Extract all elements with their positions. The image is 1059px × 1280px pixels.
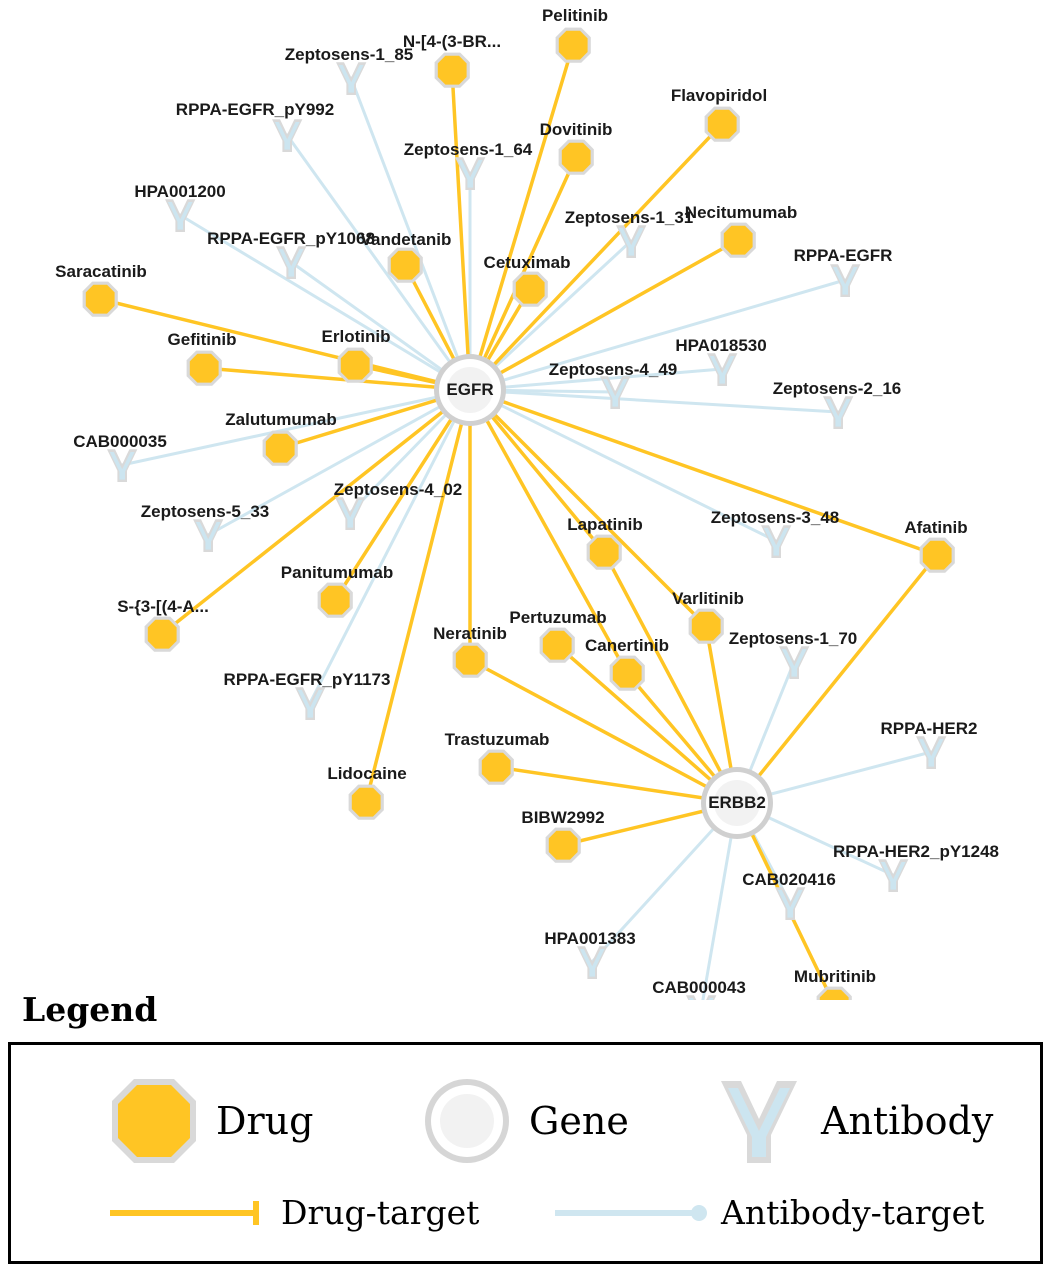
antibody-node[interactable] [616,225,646,258]
drug-label: Gefitinib [167,330,237,349]
legend-item-drug-target [106,1193,479,1232]
drug-label: Afatinib [904,518,968,537]
antibody-node[interactable] [878,859,908,892]
antibody-node[interactable] [107,449,137,482]
antibody-label: RPPA-EGFR_pY1173 [223,670,391,689]
drug-icon [106,1073,202,1169]
drug-label: Zalutumumab [225,410,337,429]
drug-label: Dovitinib [539,120,613,139]
drug-node[interactable] [920,538,955,573]
antibody-label: Zeptosens-2_16 [772,379,902,398]
drug-node[interactable] [559,140,594,175]
drug-node[interactable] [610,656,645,691]
drug-node[interactable] [556,28,591,63]
drug-label: Erlotinib [321,327,391,346]
antibody-node[interactable] [295,687,325,720]
drug-node[interactable] [388,248,423,283]
drug-node[interactable] [513,272,548,307]
legend-item-gene [419,1073,629,1169]
drug-node[interactable] [453,643,488,678]
antibody-node[interactable] [272,119,302,152]
drug-label: S-{3-[(4-A... [117,597,209,616]
drug-label: Vandetanib [360,230,452,249]
drug-label: N-[4-(3-BR... [402,32,502,51]
antibody-label: RPPA-HER2_pY1248 [833,842,999,861]
legend-label-drug: Drug [216,1099,314,1143]
antibody-node[interactable] [165,199,195,232]
edge [310,390,470,703]
drug-node[interactable] [721,223,756,258]
drug-label: Trastuzumab [444,730,550,749]
antibody-node[interactable] [761,525,791,558]
antibody-label: RPPA-EGFR_pY1068 [207,229,375,248]
antibody-node[interactable] [336,62,366,95]
antibody-target-edge-icon [551,1196,711,1230]
antibody-label: CAB000035 [73,432,167,451]
antibody-label: Zeptosens-1_70 [728,629,858,648]
drug-node[interactable] [187,351,222,386]
antibody-label: Zeptosens-5_33 [140,502,270,521]
drug-label: Pertuzumab [509,608,607,627]
drug-node[interactable] [338,348,373,383]
antibody-label: Zeptosens-1_85 [284,45,414,64]
edge [452,70,470,390]
legend-item-antibody [711,1073,993,1169]
antibody-label: CAB020416 [742,870,836,889]
drug-node[interactable] [546,828,581,863]
antibody-label: RPPA-EGFR_pY992 [175,100,335,119]
antibody-label: Zeptosens-3_48 [710,508,840,527]
legend-box [8,1042,1043,1264]
drug-node[interactable] [479,750,514,785]
edge [470,45,573,390]
antibody-node[interactable] [193,519,223,552]
antibody-node[interactable] [577,946,607,979]
antibody-label: RPPA-HER2 [880,719,978,738]
drug-label: Lapatinib [567,515,643,534]
drug-label: BIBW2992 [521,808,605,827]
antibody-node[interactable] [916,736,946,769]
antibody-node[interactable] [779,646,809,679]
drug-node[interactable] [263,431,298,466]
antibody-label: HPA018530 [675,336,767,355]
legend-label-antibody-target: Antibody-target [721,1193,985,1232]
gene-label: ERBB2 [708,793,766,812]
legend-label-gene: Gene [529,1099,629,1143]
drug-node[interactable] [817,987,852,1000]
drug-node[interactable] [349,785,384,820]
edge [470,390,706,626]
antibody-label: Zeptosens-4_02 [333,480,463,499]
drug-label: Panitumumab [280,563,394,582]
drug-label: Neratinib [433,624,507,643]
antibody-label: HPA001200 [134,182,226,201]
legend-title: Legend [22,990,158,1029]
legend-edge-types [11,1187,1040,1257]
drug-label: Lidocaine [327,764,407,783]
drug-node[interactable] [705,107,740,142]
antibody-node[interactable] [775,887,805,920]
gene-label: EGFR [446,380,494,399]
drug-node[interactable] [435,53,470,88]
legend-node-types [11,1063,1040,1173]
drug-label: Canertinib [584,636,670,655]
antibody-label: HPA001383 [544,929,636,948]
drug-label: Necitumumab [684,203,798,222]
antibody-label: CAB000043 [652,978,746,997]
drug-node[interactable] [83,282,118,317]
antibody-node[interactable] [830,264,860,297]
antibody-label: RPPA-EGFR [793,246,893,265]
drug-node[interactable] [540,628,575,663]
drug-label: Mubritinib [793,967,877,986]
legend-label-drug-target: Drug-target [281,1193,480,1232]
drug-node[interactable] [318,583,353,618]
drug-node[interactable] [689,609,724,644]
antibody-label: Zeptosens-4_49 [548,360,678,379]
drug-label: Pelitinib [541,6,609,25]
antibody-node[interactable] [335,497,365,530]
drug-node[interactable] [587,535,622,570]
drug-node[interactable] [145,617,180,652]
legend-item-antibody-target [551,1193,984,1232]
drug-label: Cetuximab [483,253,571,272]
drug-label: Saracatinib [55,262,147,281]
legend-label-antibody: Antibody [821,1099,994,1143]
antibody-label: Zeptosens-1_64 [403,140,533,159]
edge [737,555,937,803]
drug-label: Flavopiridol [670,86,768,105]
antibody-label: Zeptosens-1_31 [564,208,694,227]
antibody-icon [711,1073,807,1169]
legend-item-drug [106,1073,313,1169]
gene-icon [419,1073,515,1169]
drug-target-edge-icon [106,1196,271,1230]
drug-label: Varlitinib [672,589,744,608]
